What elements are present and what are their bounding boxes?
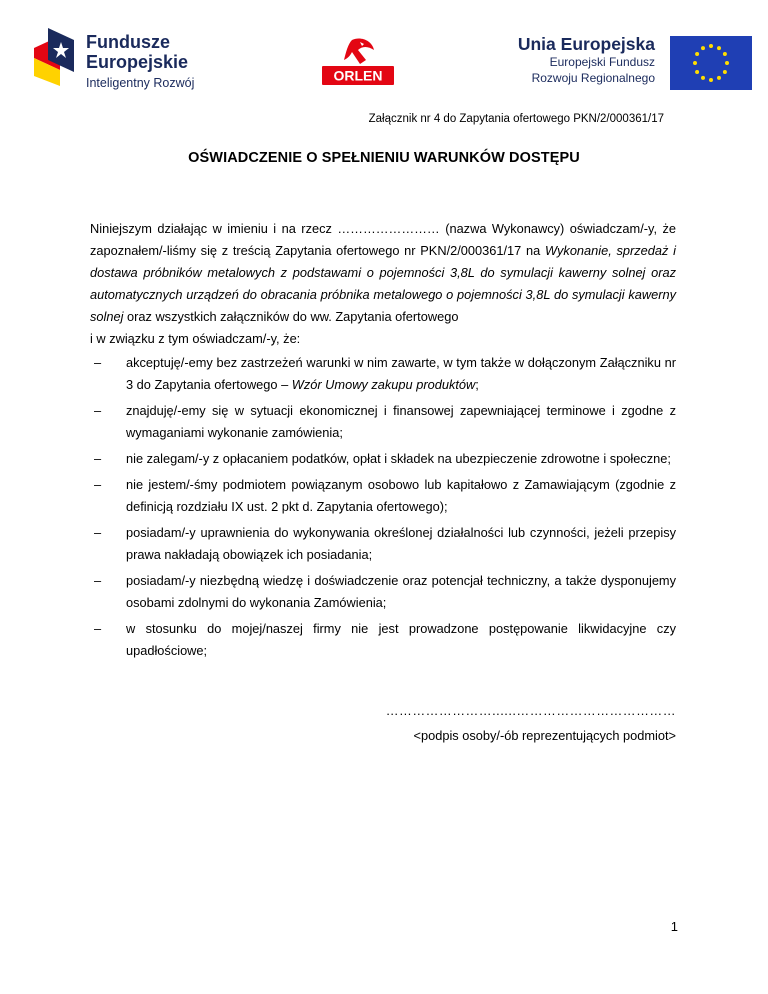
list-dash: – xyxy=(94,403,102,418)
list-item-text: posiadam/-y niezbędną wiedzę i doświadczenie oraz potencjał techniczny, a także dysponujemy osobami zdolnymi do wykonania Zamówienia; xyxy=(126,573,676,610)
fe-logo-line1: Fundusze xyxy=(86,32,170,52)
list-dash: – xyxy=(94,621,102,636)
fundusze-europejskie-flag-icon xyxy=(30,28,80,88)
list-item-text: nie jestem/-śmy podmiotem powiązanym osobowo lub kapitałowo z Zamawiającym (zgodnie z definicją rozdziału IX ust. 2 pkt d. Zapytania ofertowego); xyxy=(126,477,676,514)
list-dash: – xyxy=(94,573,102,588)
eu-flag-icon xyxy=(670,36,752,90)
orlen-logo xyxy=(322,36,394,86)
ue-logo-line1: Unia Europejska xyxy=(517,34,655,54)
orlen-logo-text: ORLEN xyxy=(333,67,383,84)
list-dash: – xyxy=(94,525,102,540)
intro-text-part1: Niniejszym działając w imieniu i na rzecz …………………… (nazwa Wykonawcy) oświadczam/-y, że zapoznałem/-liśmy się z treścią Zapytania ofertowego nr PKN/2/000361/17 na xyxy=(90,221,676,258)
fe-logo-line2: Europejskie xyxy=(86,52,189,72)
list-item-text: nie zalegam/-y z opłacaniem podatków, opłat i składek na ubezpieczenie zdrowotne i społeczne; xyxy=(126,451,671,466)
list-item xyxy=(90,352,676,396)
ue-logo-line2: Europejski Fundusz xyxy=(549,55,655,69)
fe-logo-line3: Inteligentny Rozwój xyxy=(86,76,195,90)
annex-reference: Załącznik nr 4 do Zapytania ofertowego PKN/2/000361/17 xyxy=(368,113,664,125)
intro-paragraph xyxy=(90,218,676,328)
lead-in: i w związku z tym oświadczam/-y, że: xyxy=(90,331,301,346)
list-item-text: znajduję/-emy się w sytuacji ekonomicznej i finansowej zapewniającej terminowe i zgodne z wymaganiami wykonanie zamówienia; xyxy=(126,403,676,440)
signature-label: <podpis osoby/-ób reprezentujących podmiot> xyxy=(413,728,676,743)
list-item xyxy=(90,448,676,470)
intro-subject-italic: Wykonanie, sprzedaż i dostawa próbników metalowych z podstawami o pojemności 3,8L do symulacji kawerny solnej oraz automatycznych urządzeń do obracania próbnika metalowego o pojemności 3,8L do symulacji kawerny solnej xyxy=(90,243,676,324)
list-item-text: akceptuję/-emy bez zastrzeżeń warunki w nim zawarte, w tym także w dołączonym Załączniku nr 3 do Zapytania ofertowego – xyxy=(126,355,676,392)
list-item xyxy=(90,400,676,444)
intro-text-part2: oraz wszystkich załączników do ww. Zapytania ofertowego xyxy=(123,309,459,324)
fundusze-europejskie-logo-text xyxy=(86,32,194,90)
document-header xyxy=(0,0,768,100)
page-number: 1 xyxy=(670,919,678,934)
list-item xyxy=(90,474,676,518)
list-item-text: w stosunku do mojej/naszej firmy nie jest prowadzone postępowanie likwidacyjne czy upadłościowe; xyxy=(126,621,676,658)
unia-europejska-logo-text xyxy=(500,34,655,86)
list-dash: – xyxy=(94,451,102,466)
list-item-text: posiadam/-y uprawnienia do wykonywania określonej działalności lub czynności, jeżeli przepisy prawa nakładają obowiązek ich posiadania; xyxy=(126,525,676,562)
list-dash: – xyxy=(94,355,102,370)
list-item xyxy=(90,570,676,614)
list-dash: – xyxy=(94,477,102,492)
list-item xyxy=(90,618,676,662)
document-title: OŚWIADCZENIE O SPEŁNIENIU WARUNKÓW DOSTĘPU xyxy=(188,150,580,166)
list-item xyxy=(90,522,676,566)
conditions-list xyxy=(90,352,676,662)
list-item-text: ; xyxy=(475,377,479,392)
list-item-italic: Wzór Umowy zakupu produktów xyxy=(291,377,476,392)
signature-block xyxy=(386,703,676,743)
declaration-body xyxy=(90,218,676,666)
ue-logo-line3: Rozwoju Regionalnego xyxy=(531,71,655,85)
signature-line: ……………………......……………………………… xyxy=(385,703,676,718)
